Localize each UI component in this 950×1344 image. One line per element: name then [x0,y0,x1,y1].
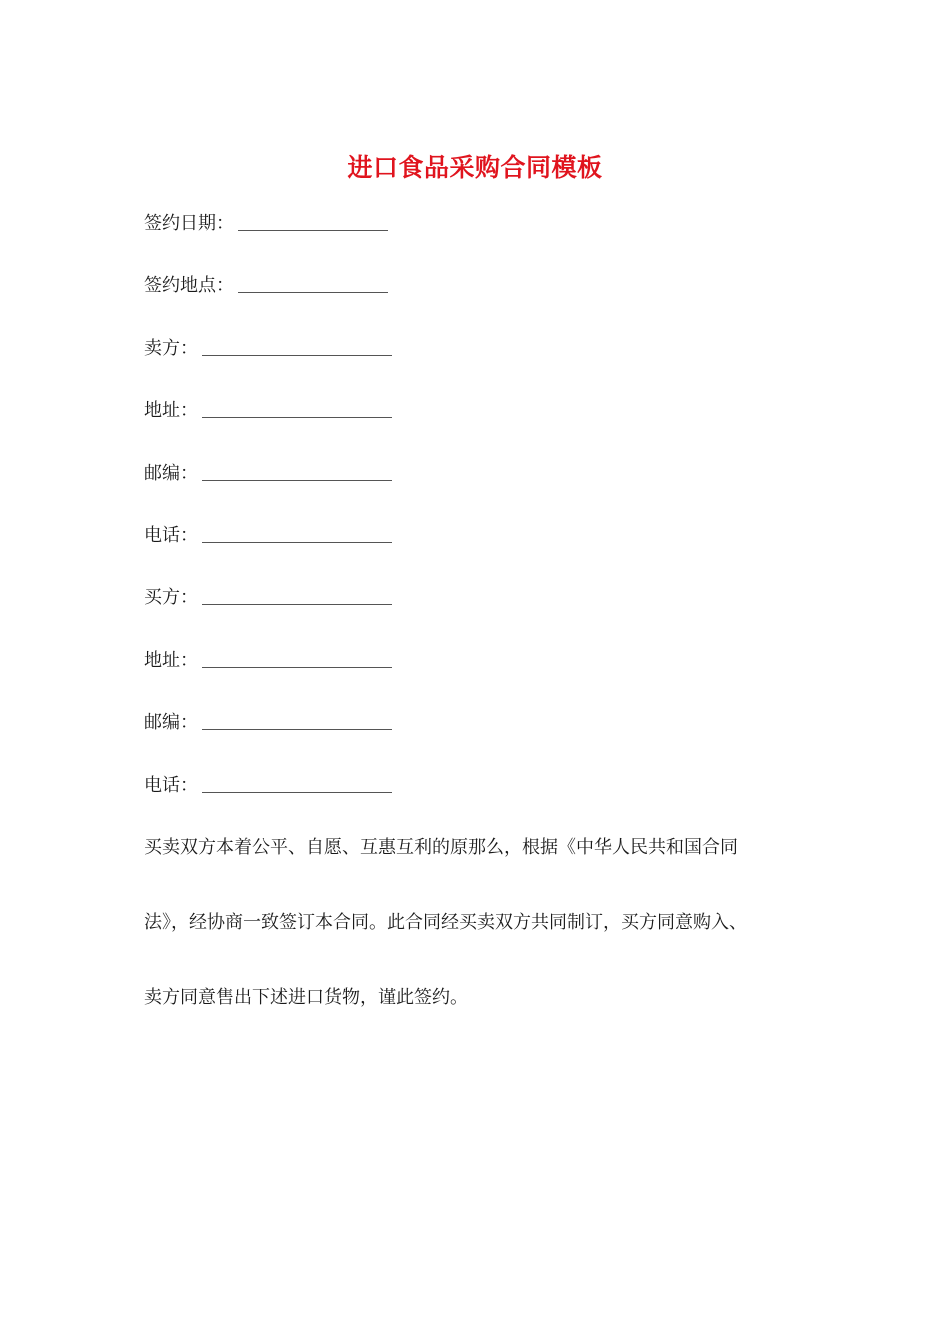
paragraph-line: 卖方同意售出下述进口货物，谨此签约。 [144,987,468,1008]
paragraph-line: 买卖双方本着公平、自愿、互惠互利的原那么，根据《中华人民共和国合同 [144,837,738,858]
contract-fields [144,208,804,832]
field-seller [144,333,804,395]
fill-in-blank[interactable] [238,208,388,231]
field-seller-address [144,395,804,457]
fill-in-blank[interactable] [202,333,392,356]
field-label: 邮编： [144,462,198,484]
fill-in-blank[interactable] [238,270,388,293]
field-seller-phone [144,520,804,582]
field-buyer-address [144,645,804,707]
field-signing-place [144,270,804,332]
fill-in-blank[interactable] [202,520,392,543]
field-label: 签约地点： [144,275,234,297]
fill-in-blank[interactable] [202,770,392,793]
field-label: 卖方： [144,337,198,359]
field-label: 地址： [144,649,198,671]
fill-in-blank[interactable] [202,395,392,418]
field-label: 邮编： [144,712,198,734]
paragraph-line: 法》，经协商一致签订本合同。此合同经买卖双方共同制订，买方同意购入、 [144,912,747,933]
field-label: 买方： [144,587,198,609]
field-signing-date [144,208,804,270]
field-buyer-postcode [144,707,804,769]
fill-in-blank[interactable] [202,707,392,730]
field-label: 电话： [144,774,198,796]
field-label: 电话： [144,524,198,546]
field-label: 地址： [144,400,198,422]
fill-in-blank[interactable] [202,582,392,605]
field-seller-postcode [144,458,804,520]
field-buyer [144,582,804,644]
preamble-paragraph [144,832,804,1057]
field-label: 签约日期： [144,213,234,234]
fill-in-blank[interactable] [202,458,392,481]
document-title: 进口食品采购合同模板 [347,153,603,182]
field-buyer-phone [144,770,804,832]
fill-in-blank[interactable] [202,645,392,668]
